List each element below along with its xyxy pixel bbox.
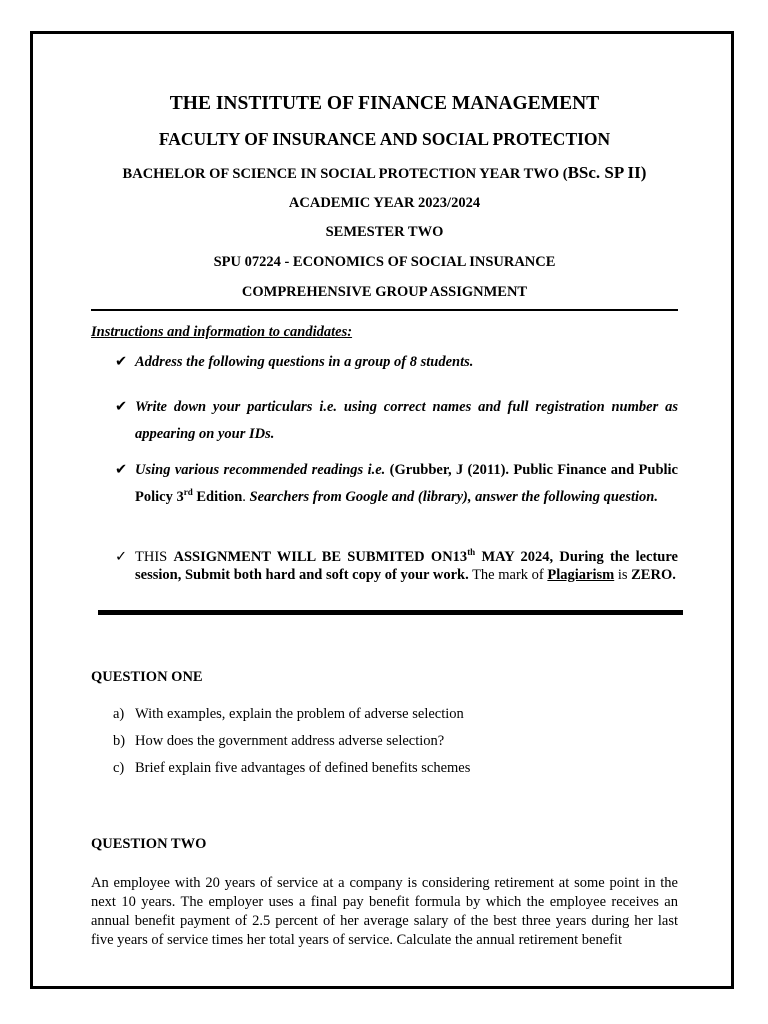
instruction-text: Address the following questions in a group of 8 students. <box>135 354 474 370</box>
list-item: c) Brief explain five advantages of defined benefits schemes <box>113 760 471 776</box>
instructions-title: Instructions and information to candidates: <box>91 324 353 340</box>
checkmark-icon: ✔ <box>115 399 128 415</box>
course-title: SPU 07224 - ECONOMICS OF SOCIAL INSURANCE <box>213 254 556 270</box>
check-icon: ✓ <box>115 549 128 565</box>
list-item: b) How does the government address adverse selection? <box>113 733 445 749</box>
list-item: a) With examples, explain the problem of adverse selection <box>113 706 464 722</box>
question-two-title: QUESTION TWO <box>91 836 207 852</box>
institute-title: THE INSTITUTE OF FINANCE MANAGEMENT <box>169 93 600 114</box>
checkmark-icon: ✔ <box>115 462 128 478</box>
semester: SEMESTER TWO <box>325 224 444 240</box>
programme-main: BACHELOR OF SCIENCE IN SOCIAL PROTECTION YEAR TWO ( <box>122 166 568 182</box>
instruction-text: Using various recommended readings i.e. (Grubber, J (2011). Public Finance and Public Policy 3rd Edition. Searchers from Google and (library), answer the following question. <box>135 462 678 505</box>
instruction-text: THIS ASSIGNMENT WILL BE SUBMITED ON13th MAY 2024, During the lecture session, Submit both hard and soft copy of your work. The mark of Plagiarism is ZERO. <box>135 547 678 583</box>
instruction-item <box>115 457 678 511</box>
header-divider <box>91 309 678 311</box>
academic-year: ACADEMIC YEAR 2023/2024 <box>288 195 481 211</box>
programme-title <box>91 163 678 183</box>
instruction-item <box>115 548 678 584</box>
plagiarism-term: Plagiarism <box>547 567 615 583</box>
instruction-text: Write down your particulars i.e. using correct names and full registration number as appearing on your IDs. <box>135 399 678 442</box>
instruction-item <box>115 394 678 448</box>
checkmark-icon: ✔ <box>115 354 128 370</box>
instructions-divider <box>98 610 683 615</box>
programme-abbr: BSc. SP II) <box>567 163 647 182</box>
question-one-title: QUESTION ONE <box>91 669 203 685</box>
faculty-title: FACULTY OF INSURANCE AND SOCIAL PROTECTION <box>158 129 611 149</box>
instruction-item <box>115 352 678 372</box>
assignment-title: COMPREHENSIVE GROUP ASSIGNMENT <box>241 284 528 300</box>
question-two-text: An employee with 20 years of service at a company is considering retirement at some point in the next 10 years. The employer uses a final pay benefit formula by which the employee receives an annual benefit payment of 2.5 percent of her average salary of the best three years during her last five years of service times her total years of service. Calculate the annual retirement benefit <box>91 875 678 948</box>
